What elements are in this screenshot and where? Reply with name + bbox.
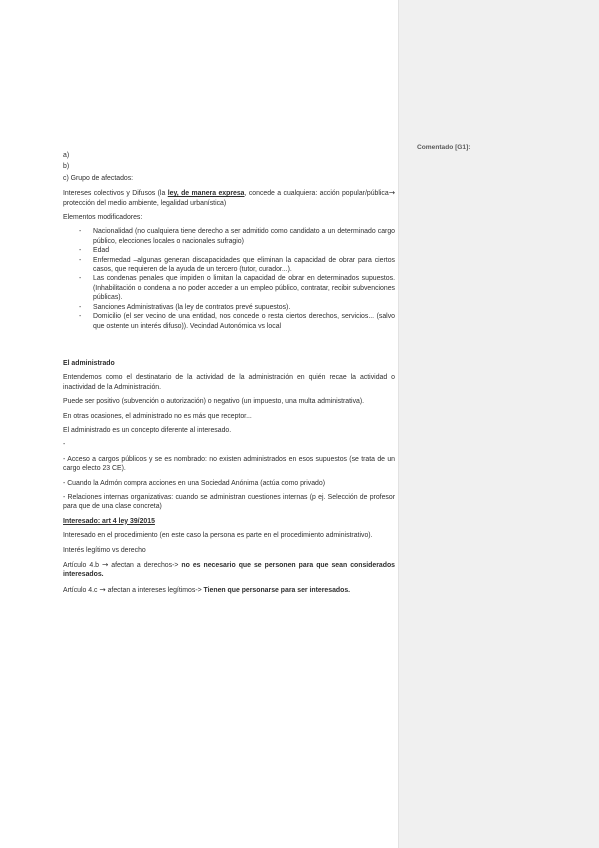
interesado-p2: Interés legítimo vs derecho [63,546,146,554]
interesado-p1: Interesado en el procedimiento (en este caso la persona es parte en el procedimiento administrativo). [63,532,373,540]
interesado-heading: Interesado: art 4 ley 39/2015 [63,517,155,525]
articulo-4c [63,585,395,595]
item-c: c) Grupo de afectados: [63,174,134,182]
administrado-p4: El administrado es un concepto diferente al interesado. [63,426,232,434]
articulo-4b-text: afectan a derechos-> [108,562,182,569]
list-item: - Edad [63,246,395,255]
comment-header[interactable]: Comentado [G1]: [417,144,471,151]
elementos-title: Elementos modificadores: [63,214,143,222]
articulo-4b-label: Artículo 4.b [63,562,102,569]
list-item: - Sanciones Administrativas (la ley de contratos prevé supuestos). [63,303,395,312]
elementos-list [63,227,395,330]
administrado-p6: - Cuando la Admón compra acciones en una Sociedad Anónima (actúa como privado) [63,479,325,487]
articulo-4b [63,560,395,580]
articulo-4c-text: afectan a intereses legítimos-> [105,586,204,594]
arrow-right-icon: → [388,188,395,198]
list-item: - Enfermedad –algunas generan discapacidades que eliminan la capacidad de obrar para ciertos casos, que requieren de la ayuda de un tercero (tutor, curador...). [63,256,395,275]
articulo-4c-label: Artículo 4.c [63,586,100,594]
intereses-paragraph [63,188,395,208]
administrado-p1: Entendemos como el destinatario de la actividad de la administración en quién recae la actividad o inactividad de la Administración. [63,374,395,391]
intereses-bold-underlined: ley, de manera expresa [167,190,245,198]
item-b: b) [63,163,70,171]
intereses-mid: , concede a cualquiera: acción popular/pública [244,190,389,198]
administrado-p3: En otras ocasiones, el administrado no es más que receptor... [63,412,252,420]
document-body [63,151,395,600]
articulo-4c-bold: Tienen que personarse para ser interesados. [203,586,351,594]
administrado-p7: - Relaciones internas organizativas: cuando se administran cuestiones internas (p ej. Selección de profesor para que de una clase concreta) [63,493,395,511]
articulo-4b-bold: no es necesario que se personen para que sean considerados interesados. [63,562,395,579]
administrado-heading: El administrado [63,359,115,367]
comment-pane [398,0,599,848]
list-item: - Domicilio (el ser vecino de una entidad, nos concede o resta ciertos derechos, servicios... (salvo que ostente un interés difuso)). Vecindad Autonómica vs local [63,312,395,331]
list-item: - Nacionalidad (no cualquiera tiene derecho a ser admitido como candidato a un determinado cargo público, elecciones locales o nacionales sufragio) [63,227,395,246]
administrado-dash: - [63,441,66,449]
arrow-right-icon: → [101,560,109,569]
administrado-p2: Puede ser positivo (subvención o autorización) o negativo (un impuesto, una multa administrativa). [63,398,365,406]
intereses-pre: Intereses colectivos y Difusos (la [63,190,168,198]
item-a: a) [63,152,70,159]
administrado-p5: - Acceso a cargos públicos y se es nombrado: no existen administrados en esos supuestos (se trata de un cargo electo 23 CE). [63,455,395,473]
list-item: - Las condenas penales que impiden o limitan la capacidad de obrar en determinados supuestos. (Inhabilitación o condena a no poder acceder a un empleo público, contratar, recibir subvenciones públicas). [63,274,395,302]
intereses-post: protección del medio ambiente, legalidad urbanística) [63,199,227,207]
arrow-right-icon: → [99,584,106,594]
